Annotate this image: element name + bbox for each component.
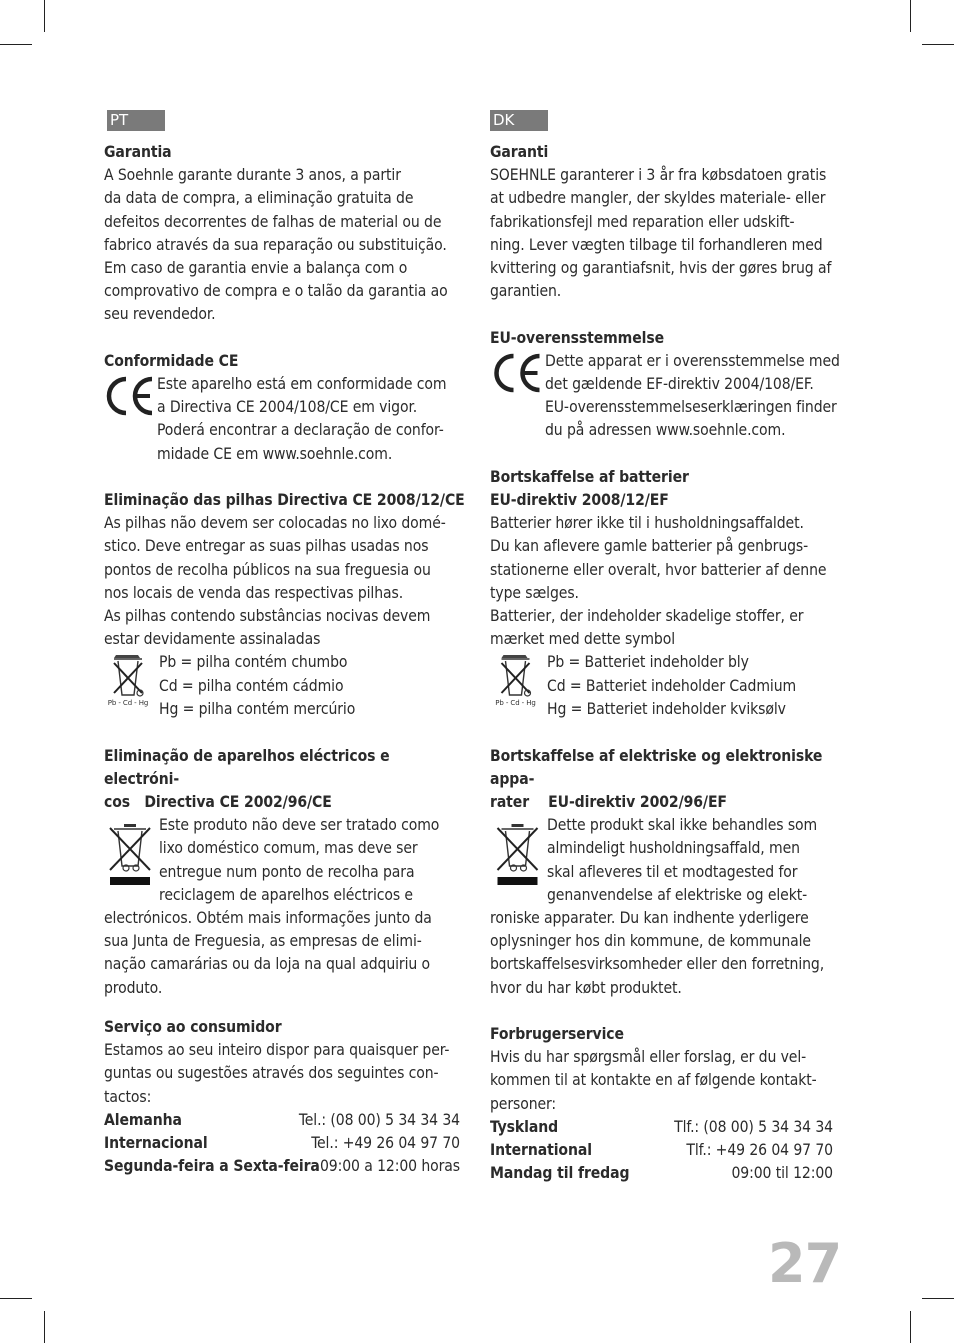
weee-crossed-bin-icon (490, 814, 547, 906)
weee-text: roniske apparater. Du kan indhente yderligere oplysninger hos din kommune, de kommunale bortskaffelsesvirksomheder eller den forretning, hvor du har købt produktet. (490, 909, 825, 997)
warranty-section (104, 141, 466, 327)
weee-text: electrónicos. Obtém mais informações junto da sua Junta de Freguesia, as empresas de elimi- nação camarárias ou da loja na qual adquiriu o produto. (104, 909, 432, 997)
weee-section (490, 745, 852, 1000)
crop-mark (0, 44, 32, 45)
contact-row (104, 1132, 460, 1155)
crop-mark (910, 1311, 911, 1343)
contact-hours: 09:00 til 12:00 (731, 1164, 833, 1183)
section-title: Serviço ao consumidor (104, 1018, 282, 1037)
warranty-text: SOEHNLE garanterer i 3 år fra købsdatoen gratis at udbedre mangler, der skyldes materiale- eller fabrikationsfejl med reparation eller udskift- ning. Lever vægten tilbage til forhandleren med kvittering og garantiafsnit, hvis der gøres brug af garantien. (490, 166, 832, 301)
warranty-section (490, 141, 852, 303)
battery-symbol-legend: Pb = Batteriet indeholder bly Cd = Batteriet indeholder Cadmium Hg = Batteriet indeholder kviksølv (547, 653, 797, 718)
section-title: Bortskaffelse af batterier EU-direktiv 2008/12/EF (490, 467, 689, 510)
conformity-text: Este aparelho está em conformidade com a Directiva CE 2004/108/CE em vigor. Poderá encontrar a declaração de confor- midade CE em www.soehnle.com. (157, 375, 447, 463)
crop-mark (922, 1298, 954, 1299)
contact-phone: Tel.: +49 26 04 97 70 (311, 1134, 460, 1153)
contact-phone: Tlf.: (08 00) 5 34 34 34 (674, 1117, 833, 1136)
contact-label: Segunda-feira a Sexta-feira (104, 1157, 320, 1176)
service-text: Hvis du har spørgsmål eller forslag, er du vel- kommen til at kontakte en af følgende kontakt- personer: (490, 1048, 817, 1113)
section-title: Conformidade CE (104, 351, 239, 370)
battery-text: Batterier hører ikke til i husholdningsaffaldet. Du kan aflevere gamle batterier på genbrugs- stationerne eller overalt, hvor batterier af denne type sælges. Batterier, der indeholder skadelige stoffer, er mærket med dette symbol (490, 514, 827, 649)
crop-mark (0, 1298, 32, 1299)
conformity-text: Dette apparat er i overensstemmelse med det gældende EF-direktiv 2004/108/EF. EU-overensstemmelseserklæringen finder du på adressen www.soehnle.com. (545, 351, 840, 440)
ce-mark-icon (104, 373, 156, 419)
weee-section (104, 745, 466, 1000)
contact-phone: Tel.: (08 00) 5 34 34 34 (298, 1110, 460, 1129)
column-portuguese (104, 110, 466, 1202)
section-title: Garanti (490, 143, 549, 161)
contact-label: Internacional (104, 1134, 208, 1153)
contact-label: Tyskland (490, 1117, 559, 1136)
crop-mark (44, 1311, 45, 1343)
page-number: 27 (768, 1232, 842, 1295)
contact-hours: 09:00 a 12:00 horas (319, 1157, 460, 1176)
section-title: Bortskaffelse af elektriske og elektroniske appa- rater EU-direktiv 2002/96/EF (490, 746, 823, 812)
ce-mark-icon (490, 350, 545, 396)
contact-label: Alemanha (104, 1110, 182, 1129)
warranty-text: A Soehnle garante durante 3 anos, a partir da data de compra, a eliminação gratuita de defeitos decorrentes de falhas de material ou de fabrico através da sua reparação ou substituição. Em caso de garantia envie a balança com o comprovativo de compra e o talão da garantia ao seu revendedor. (104, 166, 448, 324)
crop-mark (910, 0, 911, 32)
section-title: Eliminação das pilhas Directiva CE 2008/12/CE (104, 491, 465, 510)
contact-row (490, 1139, 833, 1162)
weee-text-beside-icon: Dette produkt skal ikke behandles som almindeligt husholdningsaffald, men skal afleveres til et modtagested for genanvendelse af elektriske og elekt- (547, 816, 818, 904)
battery-icon-label: Pb - Cd - Hg (107, 699, 149, 708)
battery-icon-label: Pb - Cd - Hg (495, 699, 536, 708)
crossed-bin-battery-icon (104, 651, 158, 721)
section-title: Garantia (104, 143, 172, 161)
consumer-service-section (490, 1023, 852, 1185)
contact-row (104, 1109, 460, 1132)
section-title: Forbrugerservice (490, 1025, 624, 1044)
language-tag-dk: DK (490, 110, 548, 131)
crop-mark (44, 0, 45, 32)
section-title: EU-overensstemmelse (490, 328, 664, 347)
battery-text: As pilhas não devem ser colocadas no lixo domé- stico. Deve entregar as suas pilhas usadas nos pontos de recolha públicos na sua freguesia ou nos locais de venda das respectivas pilhas. As pilhas contendo substâncias nocivas devem estar devidamente assinaladas (104, 514, 446, 649)
section-title: Eliminação de aparelhos eléctricos e electróni- cos Directiva CE 2002/96/CE (104, 746, 390, 812)
service-text: Estamos ao seu inteiro dispor para quaisquer per- guntas ou sugestões através dos seguintes con- tactos: (104, 1041, 450, 1106)
contact-label: International (490, 1141, 592, 1160)
language-tag-pt: PT (107, 110, 165, 131)
contact-row (104, 1155, 460, 1178)
contact-phone: Tlf.: +49 26 04 97 70 (686, 1141, 833, 1160)
battery-disposal-section (490, 466, 852, 722)
battery-symbol-legend: Pb = pilha contém chumbo Cd = pilha contém cádmio Hg = pilha contém mercúrio (159, 653, 356, 718)
conformity-section (104, 350, 466, 466)
contact-row (490, 1116, 833, 1139)
battery-disposal-section (104, 489, 466, 721)
crop-mark (922, 44, 954, 45)
contact-row (490, 1162, 833, 1185)
weee-crossed-bin-icon (104, 814, 158, 906)
crossed-bin-battery-icon (490, 651, 547, 721)
consumer-service-section (104, 1016, 466, 1178)
weee-text-beside-icon: Este produto não deve ser tratado como lixo doméstico comum, mas deve ser entregue num ponto de recolha para reciclagem de aparelhos eléctricos e (159, 816, 440, 904)
column-danish (490, 110, 852, 1209)
contact-label: Mandag til fredag (490, 1164, 630, 1183)
conformity-section (490, 327, 852, 443)
